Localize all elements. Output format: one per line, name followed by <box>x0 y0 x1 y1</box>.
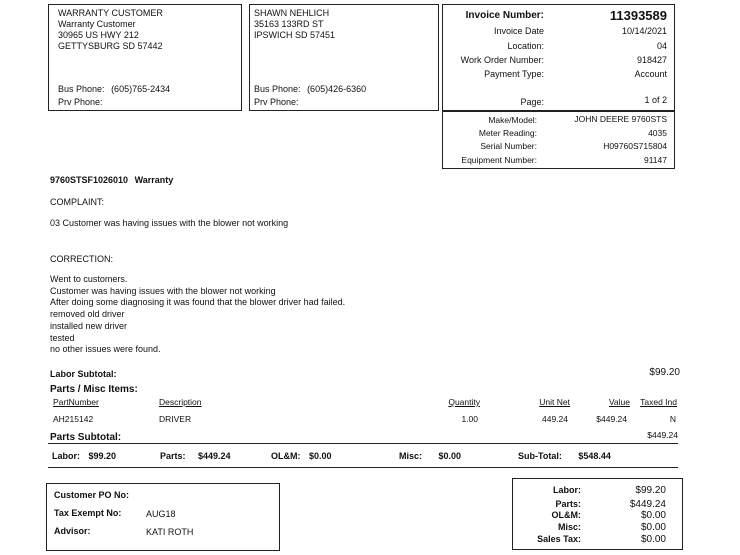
ship-to-address <box>254 8 335 41</box>
work-order-label: Work Order Number: <box>460 55 544 65</box>
row-description: DRIVER <box>159 414 192 424</box>
ship-bus-phone-value: (605)426-6360 <box>307 84 367 94</box>
bus-phone-value: (605)765-2434 <box>111 84 171 94</box>
correction-line: After doing some diagnosing it was found that the blower driver had failed. <box>50 297 346 308</box>
customer-bus-phone <box>58 84 170 94</box>
ship-to-street: 35163 133RD ST <box>254 19 324 29</box>
tax-exempt-label: Tax Exempt No: <box>54 508 122 518</box>
col-taxed-ind: Taxed Ind <box>640 397 677 407</box>
job-heading <box>50 175 173 185</box>
correction-line: installed new driver <box>50 320 128 331</box>
page-value: 1 of 2 <box>644 95 667 105</box>
ship-bus-phone-label: Bus Phone: <box>254 84 301 94</box>
bus-phone-label: Bus Phone: <box>58 84 105 94</box>
summary-olm-value: $0.00 <box>309 451 332 461</box>
invoice-date-label: Invoice Date <box>493 26 544 36</box>
labor-subtotal-value: $99.20 <box>649 367 680 378</box>
col-value: Value <box>608 397 630 407</box>
complaint-label: COMPLAINT: <box>50 197 105 207</box>
summary-labor-label: Labor: <box>52 451 80 461</box>
correction-line: tested <box>50 332 75 343</box>
summary-parts-label: Parts: <box>160 451 186 461</box>
row-quantity: 1.00 <box>461 414 478 424</box>
summary-subtotal <box>518 451 611 461</box>
customer-contact: Warranty Customer <box>58 19 136 29</box>
summary-misc <box>399 451 461 461</box>
divider-bottom <box>48 467 678 468</box>
correction-line: Went to customers. <box>50 274 128 284</box>
serial-number-label: Serial Number: <box>480 141 537 151</box>
page-label: Page: <box>520 97 544 107</box>
total-parts-label: Parts: <box>555 499 581 509</box>
work-order-value: 918427 <box>636 55 667 65</box>
parts-subtotal-value: $449.24 <box>647 430 678 440</box>
advisor-value: KATI ROTH <box>146 527 194 537</box>
customer-prv-phone: Prv Phone: <box>58 97 103 107</box>
summary-misc-label: Misc: <box>399 451 423 461</box>
summary-olm <box>271 451 332 461</box>
job-id: 9760STSF1026010 <box>50 175 129 185</box>
divider-top <box>48 443 678 444</box>
job-type: Warranty <box>134 175 174 185</box>
serial-number-value: H09760S715804 <box>603 141 667 151</box>
summary-parts <box>160 451 231 461</box>
tax-exempt-value: AUG18 <box>146 509 176 519</box>
correction-line: no other issues were found. <box>50 344 161 355</box>
location-value: 04 <box>656 41 667 51</box>
row-unit-net: 449.24 <box>542 414 568 424</box>
total-misc-label: Misc: <box>557 522 581 532</box>
payment-type-label: Payment Type: <box>484 69 544 79</box>
make-model-value: JOHN DEERE 9760STS <box>574 114 667 124</box>
col-quantity: Quantity <box>448 397 480 407</box>
customer-city: GETTYSBURG SD 57442 <box>58 41 163 51</box>
col-part-number: PartNumber <box>53 397 99 407</box>
summary-labor-value: $99.20 <box>88 451 117 461</box>
row-taxed-ind: N <box>669 414 676 424</box>
location-label: Location: <box>507 41 544 51</box>
total-sales-tax-value: $0.00 <box>640 534 666 545</box>
total-labor-label: Labor: <box>553 485 581 495</box>
correction-label: CORRECTION: <box>50 254 113 264</box>
total-misc-value: $0.00 <box>640 522 666 533</box>
total-parts-value: $449.24 <box>629 499 666 510</box>
customer-street: 30965 US HWY 212 <box>58 30 139 40</box>
correction-line: removed old driver <box>50 309 125 320</box>
correction-line: Customer was having issues with the blower not working <box>50 285 276 296</box>
meter-reading-value: 4035 <box>648 128 667 138</box>
labor-subtotal-label: Labor Subtotal: <box>50 369 117 379</box>
total-olm-value: $0.00 <box>640 510 666 521</box>
row-value: $449.24 <box>596 414 627 424</box>
equipment-number-value: 91147 <box>643 155 667 165</box>
col-description: Description <box>159 397 202 407</box>
summary-labor <box>52 451 116 461</box>
parts-heading: Parts / Misc Items: <box>50 384 138 395</box>
invoice-number: 11393589 <box>609 8 667 23</box>
make-model-label: Make/Model: <box>488 115 537 125</box>
customer-address <box>58 8 163 52</box>
row-part-number: AH215142 <box>53 414 94 424</box>
total-labor-value: $99.20 <box>635 485 666 496</box>
correction-text <box>50 274 345 356</box>
ship-to-prv-phone: Prv Phone: <box>254 97 299 107</box>
ship-to-bus-phone <box>254 84 366 94</box>
equipment-number-label: Equipment Number: <box>461 155 537 165</box>
summary-subtotal-value: $548.44 <box>578 451 611 461</box>
meter-reading-label: Meter Reading: <box>478 128 537 138</box>
customer-po-label: Customer PO No: <box>54 490 130 500</box>
parts-subtotal-label: Parts Subtotal: <box>50 432 122 443</box>
ship-to-city: IPSWICH SD 57451 <box>254 30 336 40</box>
customer-name: WARRANTY CUSTOMER <box>58 8 163 18</box>
ship-to-name: SHAWN NEHLICH <box>254 8 330 18</box>
total-sales-tax-label: Sales Tax: <box>537 534 581 544</box>
summary-misc-value: $0.00 <box>438 451 462 461</box>
advisor-label: Advisor: <box>54 526 91 536</box>
total-olm-label: OL&M: <box>551 510 581 520</box>
summary-parts-value: $449.24 <box>198 451 231 461</box>
invoice-number-label: Invoice Number: <box>465 10 544 21</box>
payment-type-value: Account <box>634 69 667 79</box>
col-unit-net: Unit Net <box>539 397 570 407</box>
summary-olm-label: OL&M: <box>271 451 301 461</box>
summary-subtotal-label: Sub-Total: <box>518 451 562 461</box>
complaint-text: 03 Customer was having issues with the blower not working <box>50 218 289 228</box>
invoice-date: 10/14/2021 <box>621 26 667 36</box>
